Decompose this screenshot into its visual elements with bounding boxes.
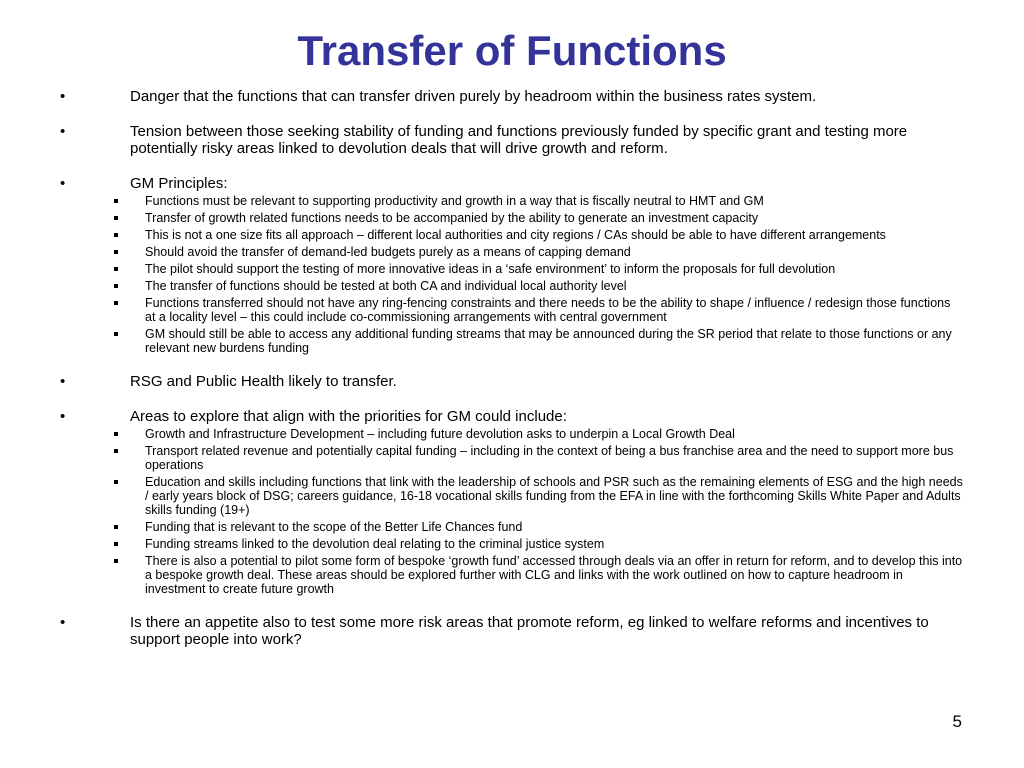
sub-bullet-item <box>0 427 1024 441</box>
bullet-text: Danger that the functions that can transfer driven purely by headroom within the business rates system. <box>130 88 817 105</box>
sub-bullet-text: Should avoid the transfer of demand-led budgets purely as a means of capping demand <box>145 245 631 259</box>
sub-bullet-list <box>0 427 1024 596</box>
bullet-item <box>0 408 1024 425</box>
sub-bullet-text: Education and skills including functions that link with the leadership of schools and PSR such as the remaining elements of ESG and the high needs / early years block of DSG; careers guidance, 16-18 vocational skills funding from the EFA in line with the forthcoming Skills White Paper and Adults skills funding (19+) <box>145 475 963 517</box>
sub-bullet-text: There is also a potential to pilot some form of bespoke ‘growth fund’ accessed through deals via an offer in return for reform, and to develop this into a bespoke growth deal. These areas should be explored further with CLG and links with the work outlined on how to capture headroom in investment to create future growth <box>145 554 963 596</box>
sub-bullet-text: The transfer of functions should be tested at both CA and individual local authority level <box>145 279 627 293</box>
sub-bullet-item <box>0 296 1024 324</box>
bullet-text: RSG and Public Health likely to transfer. <box>130 373 397 390</box>
bullet-text: Is there an appetite also to test some more risk areas that promote reform, eg linked to welfare reforms and incentives to support people into work? <box>130 614 929 648</box>
page-number: 5 <box>952 712 962 731</box>
sub-bullet-item <box>0 444 1024 472</box>
bullet-dot-icon: • <box>60 123 66 140</box>
square-bullet-icon <box>114 233 118 237</box>
slide-content <box>0 88 1024 666</box>
sub-bullet-item <box>0 554 1024 596</box>
sub-bullet-item <box>0 228 1024 242</box>
square-bullet-icon <box>114 449 118 453</box>
square-bullet-icon <box>114 250 118 254</box>
bullet-item <box>0 175 1024 192</box>
sub-bullet-text: This is not a one size fits all approach – different local authorities and city regions / CAs should be able to have different arrangements <box>145 228 886 242</box>
bullet-text: Areas to explore that align with the priorities for GM could include: <box>130 408 567 425</box>
sub-bullet-item <box>0 520 1024 534</box>
sub-bullet-item <box>0 475 1024 517</box>
sub-bullet-text: Growth and Infrastructure Development – including future devolution asks to underpin a Local Growth Deal <box>145 427 735 441</box>
sub-bullet-text: Transport related revenue and potentially capital funding – including in the context of being a bus franchise area and the need to support more bus operations <box>145 444 954 472</box>
bullet-dot-icon: • <box>60 373 66 390</box>
bullet-item <box>0 614 1024 648</box>
bullet-item <box>0 123 1024 157</box>
sub-bullet-text: Functions must be relevant to supporting productivity and growth in a way that is fiscally neutral to HMT and GM <box>145 194 764 208</box>
square-bullet-icon <box>114 216 118 220</box>
bullet-item <box>0 373 1024 390</box>
square-bullet-icon <box>114 199 118 203</box>
bullet-dot-icon: • <box>60 408 66 425</box>
square-bullet-icon <box>114 284 118 288</box>
bullet-dot-icon: • <box>60 88 66 105</box>
sub-bullet-item <box>0 327 1024 355</box>
square-bullet-icon <box>114 332 118 336</box>
sub-bullet-text: Funding that is relevant to the scope of the Better Life Chances fund <box>145 520 523 534</box>
square-bullet-icon <box>114 525 118 529</box>
square-bullet-icon <box>114 559 118 563</box>
bullet-text: Tension between those seeking stability of funding and functions previously funded by specific grant and testing more potentially risky areas linked to devolution deals that will drive growth and reform. <box>130 123 908 157</box>
sub-bullet-item <box>0 537 1024 551</box>
sub-bullet-item <box>0 194 1024 208</box>
sub-bullet-item <box>0 262 1024 276</box>
square-bullet-icon <box>114 432 118 436</box>
sub-bullet-text: GM should still be able to access any additional funding streams that may be announced during the SR period that relate to those functions or any relevant new burdens funding <box>145 327 952 355</box>
bullet-dot-icon: • <box>60 175 66 192</box>
bullet-text: GM Principles: <box>130 175 228 192</box>
sub-bullet-text: Functions transferred should not have any ring-fencing constraints and there needs to be the ability to shape / influence / redesign those functions at a locality level – this could include co-commissioning arrangements with central government <box>145 296 951 324</box>
square-bullet-icon <box>114 267 118 271</box>
bullet-dot-icon: • <box>60 614 66 631</box>
slide-title: Transfer of Functions <box>297 27 727 74</box>
square-bullet-icon <box>114 301 118 305</box>
sub-bullet-text: Funding streams linked to the devolution deal relating to the criminal justice system <box>145 537 605 551</box>
square-bullet-icon <box>114 480 118 484</box>
sub-bullet-list <box>0 194 1024 355</box>
sub-bullet-text: The pilot should support the testing of more innovative ideas in a ‘safe environment’ to inform the proposals for full devolution <box>145 262 836 276</box>
sub-bullet-text: Transfer of growth related functions needs to be accompanied by the ability to generate an investment capacity <box>145 211 759 225</box>
sub-bullet-item <box>0 245 1024 259</box>
bullet-item <box>0 88 1024 105</box>
sub-bullet-item <box>0 279 1024 293</box>
sub-bullet-item <box>0 211 1024 225</box>
square-bullet-icon <box>114 542 118 546</box>
